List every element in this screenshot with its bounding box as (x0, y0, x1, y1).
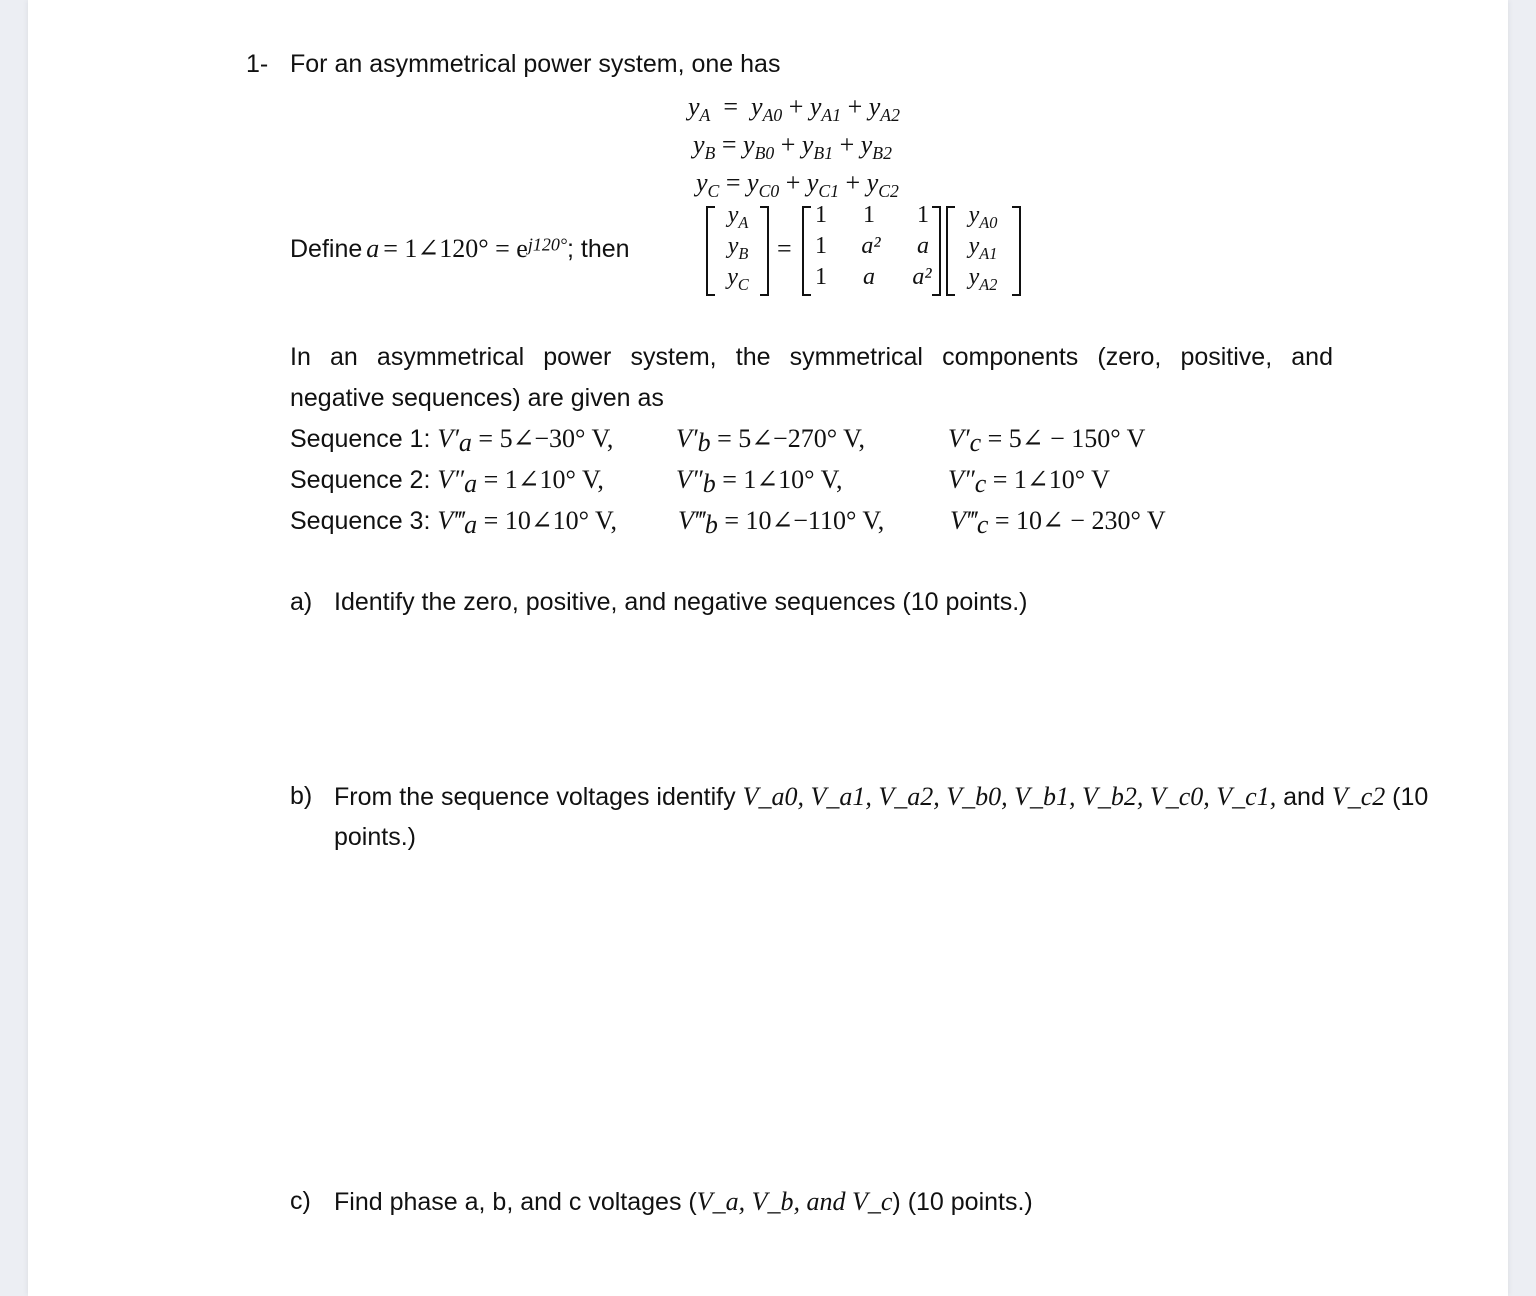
matrix-rhs-ya0: $y_{A0}$ (968, 202, 998, 232)
sequence-3: Sequence 3: $V‴_a$ = 10∠10° V, (290, 506, 617, 540)
part-a-text: Identify the zero, positive, and negative sequences (10 points.) (334, 588, 1028, 616)
matrix-rhs-ya2: $y_{A2}$ (968, 264, 998, 294)
question-number: 1- (246, 50, 269, 78)
sequence-1-c: $V'_c$ = 5∠ − 150° V (948, 424, 1146, 458)
matrix-cell: a² (912, 264, 932, 290)
sequence-3-b: $V‴_b$ = 10∠−110° V, (678, 506, 885, 540)
bracket-right (1012, 206, 1021, 296)
bracket-right (760, 206, 769, 296)
matrix-cell: 1 (917, 202, 929, 228)
matrix-cell: a² (861, 233, 881, 259)
sequence-3-c: $V‴_c$ = 10∠ − 230° V (950, 506, 1166, 540)
matrix-cell: 1 (815, 264, 827, 290)
equation-yc: $y_C = y_{C0} + y_{C1} + y_{C2}$ (696, 168, 899, 202)
matrix-cell: 1 (863, 202, 875, 228)
part-b-label: b) (290, 782, 313, 810)
matrix-cell: 1 (815, 202, 827, 228)
matrix-lhs-yb: $y_B$ (727, 233, 749, 263)
part-c-text: Find phase a, b, and c voltages (V_a, V_b, and V_c) (10 points.) (334, 1187, 1033, 1216)
sequence-1: Sequence 1: $V'_a$ = 5∠−30° V, (290, 424, 614, 458)
matrix-lhs-yc: $y_C$ (727, 264, 749, 294)
sequence-2: Sequence 2: $V''_a$ = 1∠10° V, (290, 465, 604, 499)
matrix-rhs-ya1: $y_{A1}$ (968, 233, 998, 263)
define-line: Define a = 1∠120° = $e^{j120^\circ}$; then (290, 234, 630, 263)
equation-ya: $y_A = y_{A0} + y_{A1} + y_{A2}$ (688, 92, 900, 126)
matrix-lhs-ya: $y_A$ (727, 202, 749, 232)
document-page (28, 0, 1508, 1296)
matrix-cell: 1 (815, 233, 827, 259)
part-b-line-2: points.) (334, 823, 416, 851)
matrix-cell: a (863, 264, 875, 290)
sequence-2-b: $V''_b$ = 1∠10° V, (676, 465, 843, 499)
question-intro: For an asymmetrical power system, one has (290, 50, 781, 78)
paragraph-line-1: In an asymmetrical power system, the symmetrical components (zero, positive, and (290, 343, 1333, 371)
bracket-left (706, 206, 715, 296)
sequence-2-c: $V''_c$ = 1∠10° V (948, 465, 1110, 499)
equation-yb: $y_B = y_{B0} + y_{B1} + y_{B2}$ (693, 130, 892, 164)
sequence-1-b: $V'_b$ = 5∠−270° V, (676, 424, 866, 458)
part-a-label: a) (290, 588, 313, 616)
matrix-cell: a (917, 233, 929, 259)
paragraph-line-2: negative sequences) are given as (290, 384, 664, 412)
part-b-line-1: From the sequence voltages identify V_a0, V_a1, V_a2, V_b0, V_b1, V_b2, V_c0, V_c1, and V_c2 (10 (334, 782, 1429, 811)
part-c-label: c) (290, 1187, 311, 1215)
matrix-equals: = (777, 234, 792, 263)
